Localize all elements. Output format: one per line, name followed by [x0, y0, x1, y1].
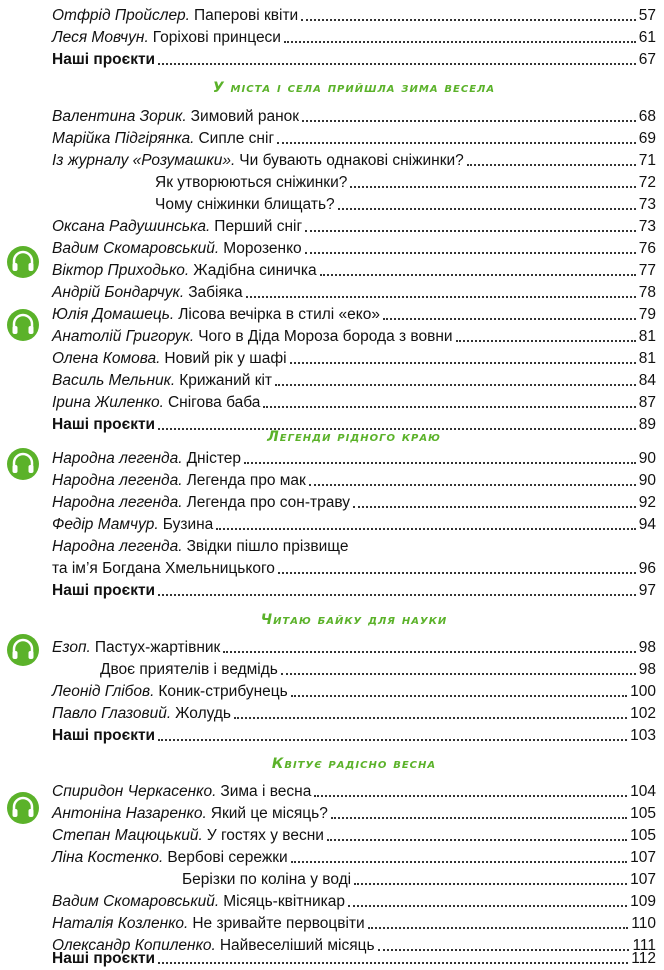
toc-entry: Олена Комова. Новий рік у шафі 81: [52, 350, 656, 367]
toc-entry: Народна легенда. Дністер 90: [52, 450, 656, 467]
headphones-icon[interactable]: [6, 791, 40, 825]
toc-entry: Олександр Копиленко. Найвеселіший місяць 111: [52, 937, 656, 954]
toc-projects-entry: Наші проєкти 103: [52, 727, 656, 744]
toc-entry: Антоніна Назаренко. Який це місяць? 105: [52, 805, 656, 822]
toc-entry: Двоє приятелів і ведмідь 98: [100, 661, 656, 678]
section-heading: У міста і села прийшла зима весела: [212, 80, 496, 96]
toc-entry: Оксана Радушинська. Перший сніг 73: [52, 218, 656, 235]
headphones-icon[interactable]: [6, 245, 40, 279]
toc-entry: Андрій Бондарчук. Забіяка 78: [52, 284, 656, 301]
headphones-icon[interactable]: [6, 308, 40, 342]
toc-entry: Леонід Глібов. Коник-стрибунець 100: [52, 683, 656, 700]
headphones-icon[interactable]: [6, 633, 40, 667]
toc-entry: Із журналу «Розумашки». Чи бувають однакові сніжинки? 71: [52, 152, 656, 169]
toc-entry: Отфрід Пройслер. Паперові квіти 57: [52, 7, 656, 24]
section-heading: Читаю байку для науки: [260, 612, 448, 628]
toc-entry: Народна легенда. Легенда про сон-траву 92: [52, 494, 656, 511]
toc-entry: Василь Мельник. Крижаний кіт 84: [52, 372, 656, 389]
toc-entry: Віктор Приходько. Жадібна синичка 77: [52, 262, 656, 279]
toc-entry: та ім’я Богдана Хмельницького 96: [52, 560, 656, 577]
toc-entry: Марійка Підгірянка. Сипле сніг 69: [52, 130, 656, 147]
toc-entry: Валентина Зорик. Зимовий ранок 68: [52, 108, 656, 125]
toc-projects-entry: Наші проєкти 97: [52, 582, 656, 599]
toc-entry: Ліна Костенко. Вербові сережки 107: [52, 849, 656, 866]
headphones-icon[interactable]: [6, 447, 40, 481]
section-heading: Квітує радісно весна: [271, 756, 437, 772]
toc-entry: Вадим Скомаровський. Морозенко 76: [52, 240, 656, 257]
toc-entry: Народна легенда. Легенда про мак 90: [52, 472, 656, 489]
toc-entry: Спиридон Черкасенко. Зима і весна 104: [52, 783, 656, 800]
toc-entry: Степан Мацюцький. У гостях у весни 105: [52, 827, 656, 844]
toc-entry: Федір Мамчур. Бузина 94: [52, 516, 656, 533]
toc-entry: Вадим Скомаровський. Місяць-квітникар 109: [52, 893, 656, 910]
toc-entry: Наталія Козленко. Не зривайте первоцвіти 110: [52, 915, 656, 932]
section-heading: Легенди рідного краю: [267, 429, 441, 445]
toc-entry: Як утворюються сніжинки? 72: [155, 174, 656, 191]
toc-projects-entry: Наші проєкти 67: [52, 51, 656, 68]
toc-projects-entry: Наші проєкти 89: [52, 416, 656, 433]
toc-entry: Езоп. Пастух-жартівник 98: [52, 639, 656, 656]
toc-entry: Павло Глазовий. Жолудь 102: [52, 705, 656, 722]
toc-projects-entry: Наші проєкти 112: [52, 950, 656, 967]
toc-entry: Народна легенда. Звідки пішло прізвище: [52, 538, 349, 555]
toc-entry: Леся Мовчун. Горіхові принцеси 61: [52, 29, 656, 46]
toc-entry: Берізки по коліна у воді 107: [182, 871, 656, 888]
toc-entry: Анатолій Григорук. Чого в Діда Мороза борода з вовни 81: [52, 328, 656, 345]
toc-entry: Ірина Жиленко. Снігова баба 87: [52, 394, 656, 411]
toc-entry: Юлія Домашець. Лісова вечірка в стилі «еко» 79: [52, 306, 656, 323]
toc-entry: Чому сніжинки блищать? 73: [155, 196, 656, 213]
